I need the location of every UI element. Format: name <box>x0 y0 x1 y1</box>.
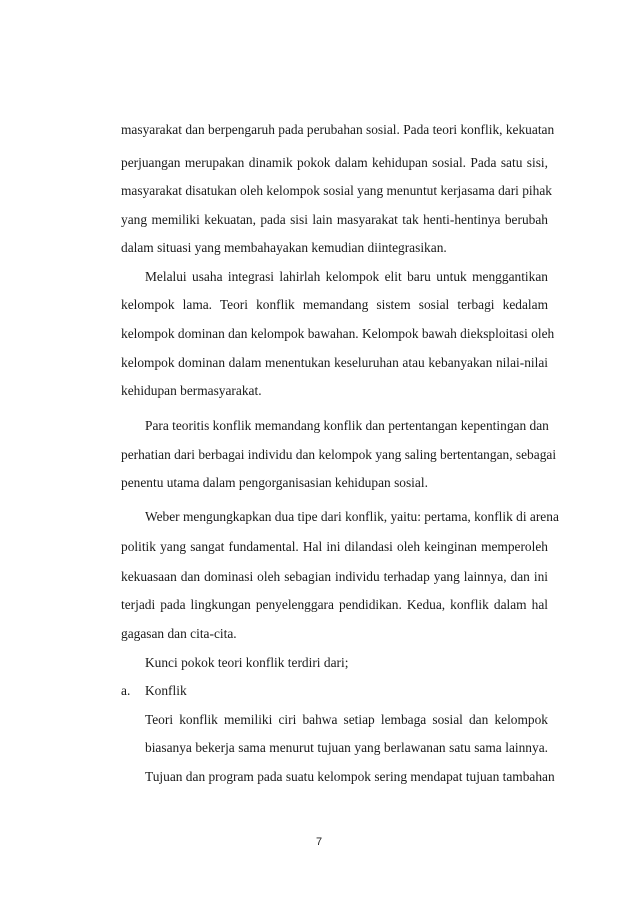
paragraph-3-line-3: penentu utama dalam pengorganisasian kehidupan sosial. <box>121 475 428 490</box>
paragraph-1-line-3: masyarakat disatukan oleh kelompok sosial yang menuntut kerjasama dari pihak <box>121 183 552 198</box>
page-number: 7 <box>315 836 323 848</box>
paragraph-1-line-4: yang memiliki kekuatan, pada sisi lain masyarakat tak henti-hentinya berubah <box>121 212 548 227</box>
list-item-a-title: Konflik <box>145 683 187 698</box>
paragraph-1-line-2: perjuangan merupakan dinamik pokok dalam kehidupan sosial. Pada satu sisi, <box>121 155 548 170</box>
list-item-a-body-line-1: Teori konflik memiliki ciri bahwa setiap lembaga sosial dan kelompok <box>145 712 548 727</box>
paragraph-2-line-1: Melalui usaha integrasi lahirlah kelompok elit baru untuk menggantikan <box>145 269 548 284</box>
paragraph-2-line-2: kelompok lama. Teori konflik memandang sistem sosial terbagi kedalam <box>121 297 548 312</box>
paragraph-2-line-3: kelompok dominan dan kelompok bawahan. Kelompok bawah dieksploitasi oleh <box>121 326 555 341</box>
paragraph-2-line-4: kelompok dominan dalam menentukan keseluruhan atau kebanyakan nilai-nilai <box>121 355 548 370</box>
list-item-a-body-line-3: Tujuan dan program pada suatu kelompok sering mendapat tujuan tambahan <box>145 769 555 784</box>
paragraph-1-line-1: masyarakat dan berpengaruh pada perubahan sosial. Pada teori konflik, kekuatan <box>121 122 555 137</box>
paragraph-2-line-5: kehidupan bermasyarakat. <box>121 383 262 398</box>
list-item-a-body-line-2: biasanya bekerja sama menurut tujuan yang berlawanan satu sama lainnya. <box>145 740 548 755</box>
paragraph-1-line-5: dalam situasi yang membahayakan kemudian diintegrasikan. <box>121 240 447 255</box>
list-item-a-marker: a. <box>121 683 131 698</box>
paragraph-4-line-4: terjadi pada lingkungan penyelenggara pendidikan. Kedua, konflik dalam hal <box>121 597 548 612</box>
paragraph-3-line-1: Para teoritis konflik memandang konflik dan pertentangan kepentingan dan <box>145 418 549 433</box>
paragraph-5-line-1: Kunci pokok teori konflik terdiri dari; <box>145 655 349 670</box>
paragraph-3-line-2: perhatian dari berbagai individu dan kelompok yang saling bertentangan, sebagai <box>121 447 557 462</box>
paragraph-4-line-1: Weber mengungkapkan dua tipe dari konflik, yaitu: pertama, konflik di arena <box>145 509 559 524</box>
paragraph-4-line-3: kekuasaan dan dominasi oleh sebagian individu terhadap yang lainnya, dan ini <box>121 569 548 584</box>
paragraph-4-line-5: gagasan dan cita-cita. <box>121 626 237 641</box>
paragraph-4-line-2: politik yang sangat fundamental. Hal ini dilandasi oleh keinginan memperoleh <box>121 539 548 554</box>
